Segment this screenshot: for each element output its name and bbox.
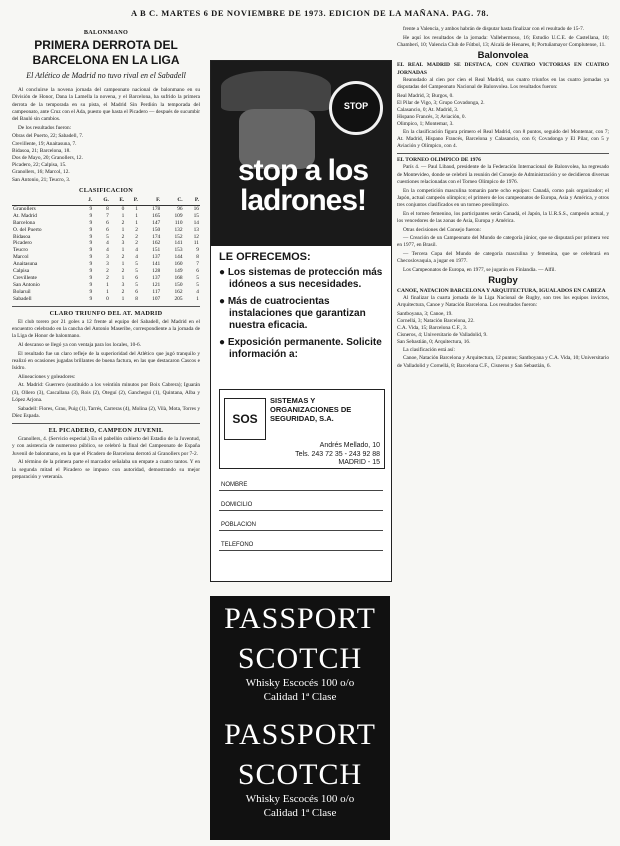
article-paragraph: Granollers, 4. (Servicio especial.) En el pabellón cubierto del Estadio de la Juventud, y con asistencia de numeroso público, se celebró la final del Campeonato de España Juvenil de balonmano, en la que el Picadero de Barcelona derrotó al Granollers por 7-2. bbox=[12, 436, 200, 457]
table-cell: Marcol bbox=[13, 254, 29, 261]
table-cell: 137 bbox=[152, 275, 161, 282]
table-cell: 1 bbox=[135, 219, 138, 226]
table-cell: Calpisa bbox=[13, 268, 30, 275]
right-column bbox=[397, 26, 609, 836]
article-paragraph: Canoe, Natación Barcelona y Arquitectura, 12 puntos; Santboyana y C.A. Vida, 10; Universitario de Valladolid y Cornellá, 8; Barcelona C.F., Cisneros y San Sebastián, 6. bbox=[397, 355, 609, 369]
result-line: Bidasoa, 21; Barcelona, 18. bbox=[12, 147, 71, 154]
passport-ad bbox=[210, 712, 390, 840]
table-cell: 9 bbox=[89, 205, 93, 212]
table-cell: 5 bbox=[106, 233, 109, 240]
table-cell: Picadero bbox=[13, 240, 32, 247]
section-label: BALONMANO bbox=[83, 29, 129, 36]
table-cell: 2 bbox=[121, 254, 125, 261]
result-line: Real Madrid, 3; Burgos, 0. bbox=[397, 92, 454, 99]
table-cell: 1 bbox=[135, 205, 138, 212]
company-box bbox=[219, 389, 385, 469]
table-cell: 7 bbox=[106, 212, 109, 219]
passport-name: SCOTCH bbox=[237, 642, 363, 675]
page-header: A B C. MARTES 6 DE NOVIEMBRE DE 1973. EDICION DE LA MAÑANA. PAG. 78. bbox=[131, 8, 489, 18]
table-cell: 1 bbox=[121, 212, 125, 219]
table-row bbox=[12, 227, 200, 234]
article-paragraph: En la competición masculina tomarán parte ocho equipos: Canadá, como país organizador; el Japón, actual campeón olímpico; el primero de los campeonatos de Europa, Asia y América, y otros tres conjuntos clasificados en un torneo preolímpico. bbox=[397, 187, 609, 208]
table-cell: 149 bbox=[174, 268, 183, 275]
table-cell: Sabadell bbox=[13, 295, 32, 302]
table-cell: 9 bbox=[89, 275, 93, 282]
table-cell: 9 bbox=[89, 212, 93, 219]
table-cell: 3 bbox=[106, 261, 109, 268]
coupon-form bbox=[219, 471, 383, 551]
table-cell: 1 bbox=[121, 261, 125, 268]
stop-sign-icon: STOP bbox=[329, 81, 383, 135]
thief-hat-icon bbox=[221, 71, 331, 111]
result-line: Cisneros, 4; Universitario de Valladolid, 9. bbox=[397, 332, 488, 339]
table-cell: 1 bbox=[121, 275, 125, 282]
table-cell: 144 bbox=[174, 254, 183, 261]
table-cell: 150 bbox=[152, 226, 161, 233]
passport-line: Calidad 1ª Clase bbox=[263, 691, 337, 703]
table-cell: 13 bbox=[193, 226, 199, 233]
table-cell: 1 bbox=[121, 247, 125, 254]
table-cell: 9 bbox=[89, 281, 93, 288]
article-paragraph: At. Madrid: Guerrero (sustituido a los veintiún minutos por Boix Cabrera); Iguarán (3), Ollero (3), Cascallana (3), Rois (2), Oteguí (2), Ganchegui (1), Quintana, Alba y López Arjona. bbox=[12, 382, 200, 403]
divider bbox=[12, 306, 200, 307]
passport-ad bbox=[210, 596, 390, 724]
table-cell: 128 bbox=[152, 268, 161, 275]
table-cell: 4 bbox=[106, 240, 109, 247]
table-cell: Granollers bbox=[13, 205, 36, 212]
table-header-cell: P. bbox=[125, 196, 139, 205]
result-line: San Sebastián, 0; Arquitectura, 16. bbox=[397, 339, 471, 346]
table-header-cell: E. bbox=[110, 196, 125, 205]
table-cell: 4 bbox=[196, 288, 199, 295]
table-cell: 2 bbox=[135, 226, 138, 233]
table-cell: 3 bbox=[121, 240, 125, 247]
table-cell: 2 bbox=[135, 233, 138, 240]
table-cell: 14 bbox=[193, 219, 199, 226]
result-line: Hispano Francés, 3; Aviación, 0. bbox=[397, 114, 466, 121]
table-cell: 151 bbox=[152, 247, 161, 254]
result-line: Obras del Puerto, 22; Sabadell, 7. bbox=[12, 133, 84, 140]
table-cell: 4 bbox=[106, 247, 109, 254]
article-paragraph: Al concluirse la novena jornada del campeonato nacional de balonmano en su División de Honor, Dana la Lamella la novena, y el Barcelona, ha sufrido la primera derrota de la temporada en su pista, el Madrid Sin Perdión la temporada del campeonato, ante Cruz con el Ada, puesto que hasta el Picadero — después de sucumbir del Bauló sin cambios. bbox=[12, 87, 200, 123]
article-paragraph: Otras decisiones del Consejo fueron: bbox=[403, 226, 481, 233]
table-cell: At. Madrid bbox=[13, 212, 37, 219]
table-cell: 137 bbox=[152, 254, 161, 261]
table-cell: 11 bbox=[193, 240, 199, 247]
table-row bbox=[12, 268, 200, 275]
table-row bbox=[12, 254, 200, 261]
subheadline: El Atlético de Madrid no tuvo rival en el Sabadell bbox=[26, 71, 186, 81]
table-cell: 132 bbox=[174, 226, 183, 233]
table-cell: 8 bbox=[196, 254, 199, 261]
passport-brand: PASSPORT bbox=[224, 602, 376, 635]
table-cell: 165 bbox=[152, 212, 161, 219]
table-cell: 109 bbox=[174, 212, 183, 219]
result-line: Cornellá, 3; Natación Barcelona, 22. bbox=[397, 317, 475, 324]
table-cell: 5 bbox=[135, 268, 138, 275]
table-cell: 5 bbox=[135, 261, 138, 268]
table-cell: 7 bbox=[196, 261, 199, 268]
table-cell: 16 bbox=[193, 205, 199, 212]
table-header-row bbox=[12, 196, 200, 205]
company-address: Andrés Mellado, 10 Tels. 243 72 35 - 243 92 88 MADRID - 15 bbox=[295, 442, 380, 466]
ad-illustration bbox=[211, 61, 391, 246]
table-header-cell: P. bbox=[184, 196, 200, 205]
table-cell: 9 bbox=[89, 219, 93, 226]
table-cell: 6 bbox=[106, 226, 109, 233]
article-paragraph: En la clasificación figura primero el Real Madrid, con 8 puntos, seguido del Montemar, con 7; At. Madrid, Hispano Francés, Barcelona y Calasancio, con 6; Covadonga y El Pilar, con 5 y Aviación y Olímpico, con 4. bbox=[397, 128, 609, 150]
headline: PRIMERA DERROTA DEL BARCELONA EN LA LIGA bbox=[32, 38, 180, 68]
table-cell: 6 bbox=[135, 275, 138, 282]
table-cell: 2 bbox=[121, 233, 125, 240]
passport-line: Whisky Escocés 100 o/o bbox=[245, 793, 355, 805]
table-row bbox=[12, 275, 200, 282]
article-paragraph: De los resultados fueron: bbox=[18, 124, 72, 131]
table-header-cell: J. bbox=[80, 196, 93, 205]
security-ad bbox=[210, 60, 392, 582]
table-cell: 160 bbox=[174, 261, 183, 268]
table-cell: 1 bbox=[106, 281, 109, 288]
table-cell: 9 bbox=[89, 261, 93, 268]
table-cell: 9 bbox=[89, 268, 93, 275]
table-cell: 0 bbox=[106, 295, 109, 302]
table-cell: 2 bbox=[106, 268, 109, 275]
table-row bbox=[12, 205, 200, 212]
table-cell: 117 bbox=[152, 288, 161, 295]
table-cell: 1 bbox=[196, 295, 199, 302]
table-cell: 3 bbox=[121, 281, 125, 288]
ad-offer bbox=[219, 251, 384, 366]
table-cell: 178 bbox=[152, 205, 161, 212]
article-paragraph: Alineaciones y goleadores: bbox=[18, 373, 76, 380]
table-cell: 5 bbox=[196, 281, 199, 288]
table-cell: 162 bbox=[174, 288, 183, 295]
article-paragraph: La clasificación está así: bbox=[403, 346, 455, 353]
article-title: EL TORNEO OLIMPICO DE 1976 bbox=[397, 157, 481, 164]
table-row bbox=[12, 213, 200, 220]
table-cell: 6 bbox=[135, 288, 138, 295]
article-title: CLARO TRIUNFO DEL AT. MADRID bbox=[49, 309, 163, 317]
table-row bbox=[12, 247, 200, 254]
table-row bbox=[12, 220, 200, 227]
table-cell: 107 bbox=[152, 295, 161, 302]
table-cell: Crevillente bbox=[13, 275, 37, 282]
article-title: CANOE, NATACION BARCELONA Y ARQUITECTURA, IGUALADOS EN CABEZA bbox=[397, 287, 606, 294]
passport-brand: PASSPORT bbox=[224, 718, 376, 751]
table-cell: 9 bbox=[89, 233, 93, 240]
form-field-address[interactable]: DOMICILIO bbox=[219, 491, 383, 511]
passport-line: Calidad 1ª Clase bbox=[263, 807, 337, 819]
result-line: C.A. Vida, 15; Barcelona C.F., 3. bbox=[397, 325, 468, 332]
company-logo-icon: SOS bbox=[224, 398, 266, 440]
table-cell: 2 bbox=[121, 288, 125, 295]
article-paragraph: Sabadell: Flores, Grau, Puig (1), Tarrés, Carreras (4), Molina (2), Vilà, Mota, Torres y Díez Espada. bbox=[12, 405, 200, 419]
result-line: El Pilar de Vigo, 3; Grupo Covadonga, 2. bbox=[397, 99, 485, 106]
ad-slogan: stop a los ladrones! bbox=[237, 154, 369, 217]
table-cell: 5 bbox=[196, 275, 199, 282]
table-cell: 150 bbox=[174, 281, 183, 288]
table-cell: 9 bbox=[89, 295, 93, 302]
table-header-cell: G. bbox=[93, 196, 110, 205]
table-cell: 4 bbox=[135, 254, 138, 261]
divider bbox=[12, 423, 200, 424]
article-paragraph: He aquí los resultados de la jornada: Vallehermoso, 16; Estudio U.C.E. de Castellana, 10; Chamberí, 10; Valencia Club de Fútbol, 13; Alcalá de Henares, 8; Portuñamayor Complutense, 11. bbox=[397, 34, 609, 48]
results-list bbox=[12, 133, 200, 183]
result-line: Crevillente, 19; Anaitasuna, 7. bbox=[12, 140, 77, 147]
article-paragraph: Al finalizar la cuarta jornada de la Liga Nacional de Rugby, son tres los equipos invictos, Arquitectura, Canoe y Natación Barcelona. Los resultados fueron: bbox=[397, 294, 609, 308]
form-field-name[interactable]: NOMBRE bbox=[219, 471, 383, 491]
table-cell: Anaitasuna bbox=[13, 261, 38, 268]
article-paragraph: El resultado fue un claro refleje de la superioridad del Atlético que jugó tranquilo y realizó en ocasiones jugadas brillantes de buena factura, en las que destacaron Cascos e Isidro. bbox=[12, 350, 200, 372]
table-cell: 9 bbox=[89, 288, 93, 295]
table-row bbox=[12, 234, 200, 241]
table-cell: 96 bbox=[177, 205, 183, 212]
table-row bbox=[12, 261, 200, 268]
offer-bullet: ● Exposición permanente. Solicite información a: bbox=[219, 337, 382, 360]
table-cell: 1 bbox=[135, 212, 138, 219]
form-field-phone[interactable]: TELEFONO bbox=[219, 531, 383, 551]
table-cell: Bolaruil bbox=[13, 288, 31, 295]
article-paragraph: En el torneo femenino, los participantes serán Canadá, el Japón, la U.R.S.S., campeón actual, y los vencedores de las zonas de Asia, Europa y América. bbox=[397, 210, 609, 224]
table-cell: 4 bbox=[135, 247, 138, 254]
offer-bullet: ● Más de cuatrocientas instalaciones que garantizan nuestra eficacia. bbox=[219, 296, 366, 331]
left-column bbox=[12, 26, 200, 836]
table-cell: 9 bbox=[196, 247, 199, 254]
table-cell: 153 bbox=[174, 247, 183, 254]
article-paragraph: Al descanso se llegó ya con ventaja para los locales, 10-6. bbox=[18, 341, 141, 348]
table-cell: 2 bbox=[121, 219, 125, 226]
table-cell: 141 bbox=[174, 240, 183, 247]
table-header-cell bbox=[12, 196, 80, 205]
table-cell: Teucro bbox=[13, 247, 28, 254]
results-list bbox=[397, 93, 609, 129]
table-row bbox=[12, 282, 200, 289]
table-header-cell: C. bbox=[161, 196, 183, 205]
result-line: Olimpico, 1; Montemar, 3. bbox=[397, 121, 454, 128]
table-title: CLASIFICACION bbox=[78, 186, 134, 194]
table-cell: 9 bbox=[89, 247, 93, 254]
table-row bbox=[12, 289, 200, 296]
table-cell: 168 bbox=[174, 275, 183, 282]
table-cell: 5 bbox=[135, 281, 138, 288]
table-cell: 9 bbox=[89, 240, 93, 247]
table-cell: 205 bbox=[174, 295, 183, 302]
article-paragraph: frente a Valencia, y ambos habrán de disputar hasta finalizar con el resultado de 15-7. bbox=[403, 26, 585, 32]
article-paragraph: — Creación de un Campeonato del Mundo de categoría júnior, que se disputará por primera vez en 1977, en Brasil. bbox=[397, 235, 609, 249]
result-line: San Antonio, 21; Teucro, 3. bbox=[12, 176, 71, 183]
article-paragraph: — Tercera Copa del Mundo de categoría masculina y femenina, que se celebrará en Checoslovaquia, a jugar en 1977. bbox=[397, 251, 609, 265]
company-name: SISTEMAS Y ORGANIZACIONES DE SEGURIDAD, S.A. bbox=[270, 396, 352, 423]
article-paragraph: París 4. — Paul Libaud, presidente de la Federación Internacional de Balonvolea, ha regresado de Montevideo, donde se celebró la reunión del Consejo de Administración y se decidieron diversas cuestiones relacionadas con el Torneo Olímpico de 1976. bbox=[397, 164, 609, 185]
article-title: EL REAL MADRID SE DESTACA, CON CUATRO VICTORIAS EN CUATRO JORNADAS bbox=[397, 62, 609, 76]
table-row bbox=[12, 240, 200, 247]
table-cell: 12 bbox=[193, 233, 199, 240]
table-cell: 2 bbox=[121, 268, 125, 275]
offer-title: LE OFRECEMOS: bbox=[219, 251, 311, 263]
table-cell: San Antonio bbox=[13, 281, 40, 288]
results-list bbox=[397, 311, 609, 347]
table-cell: 2 bbox=[135, 240, 138, 247]
divider bbox=[397, 153, 609, 154]
passport-name: SCOTCH bbox=[237, 758, 363, 791]
table-cell: 152 bbox=[174, 233, 183, 240]
table-cell: 1 bbox=[106, 288, 109, 295]
table-row bbox=[12, 296, 200, 303]
table-cell: O. del Puerto bbox=[13, 226, 42, 233]
standings-table bbox=[12, 196, 200, 303]
table-cell: Barcelona bbox=[13, 219, 35, 226]
table-cell: 174 bbox=[152, 233, 161, 240]
article-paragraph: Reanudado al cien por cien el Real Madrid, sus cuatro triunfos en las cuatro jornadas ya disputadas del Campeonato Nacional de Balonvolea. Los resultados fueron: bbox=[397, 76, 609, 90]
result-line: Dos de Mayo, 20; Granollers, 12. bbox=[12, 155, 83, 162]
article-paragraph: Los Campeonatos de Europa, en 1977, se jugarán en Finlandia. — Alfil. bbox=[403, 267, 556, 274]
table-header-cell: F. bbox=[139, 196, 161, 205]
table-cell: 110 bbox=[174, 219, 183, 226]
result-line: Granollers, 16; Marcol, 12. bbox=[12, 169, 70, 176]
article-paragraph: Al término de la primera parte el marcador señalaba un empate a cuatro tantos. Y en la segunda mitad el Picadero se impuso con autoridad, demostrando su mejor preparación y veteranía. bbox=[12, 459, 200, 480]
table-cell: 121 bbox=[152, 281, 161, 288]
table-cell: 141 bbox=[152, 261, 161, 268]
table-cell: 8 bbox=[106, 205, 109, 212]
table-cell: 147 bbox=[152, 219, 161, 226]
table-cell: 162 bbox=[152, 240, 161, 247]
sport-heading-rugby: Rugby bbox=[488, 275, 518, 287]
table-cell: 6 bbox=[196, 268, 199, 275]
form-field-city[interactable]: POBLACION bbox=[219, 511, 383, 531]
table-cell: 6 bbox=[106, 219, 109, 226]
table-cell: 1 bbox=[121, 226, 125, 233]
table-cell: 3 bbox=[106, 254, 109, 261]
table-cell: 9 bbox=[89, 226, 93, 233]
sport-heading-volleyball: Balonvolea bbox=[477, 50, 529, 62]
passport-line: Whisky Escocés 100 o/o bbox=[245, 677, 355, 689]
table-cell: 8 bbox=[135, 295, 138, 302]
result-line: Santboyana, 3; Canoe, 19. bbox=[397, 310, 453, 317]
article-paragraph: El club torero por 21 goles a 12 frente al equipo del Sabadell, del Madrid en el encuentro celebrado en la cancha del Antonio Maseribe, correspondiente a la jornada de la Liga de Honor de balonmano. bbox=[12, 318, 200, 340]
table-cell: 15 bbox=[193, 212, 199, 219]
offer-bullet: ● Los sistemas de protección más idóneos a sus necesidades. bbox=[219, 267, 383, 290]
result-line: Calasancio, 0; At. Madrid, 3. bbox=[397, 107, 459, 114]
table-cell: 9 bbox=[89, 254, 93, 261]
table-cell: 1 bbox=[121, 295, 125, 302]
table-cell: Bidasoa bbox=[13, 233, 31, 240]
result-line: Picadero, 22; Calpisa, 15. bbox=[12, 162, 67, 169]
table-cell: 0 bbox=[121, 205, 125, 212]
table-cell: 2 bbox=[106, 275, 109, 282]
article-title: EL PICADERO, CAMPEON JUVENIL bbox=[48, 426, 164, 434]
